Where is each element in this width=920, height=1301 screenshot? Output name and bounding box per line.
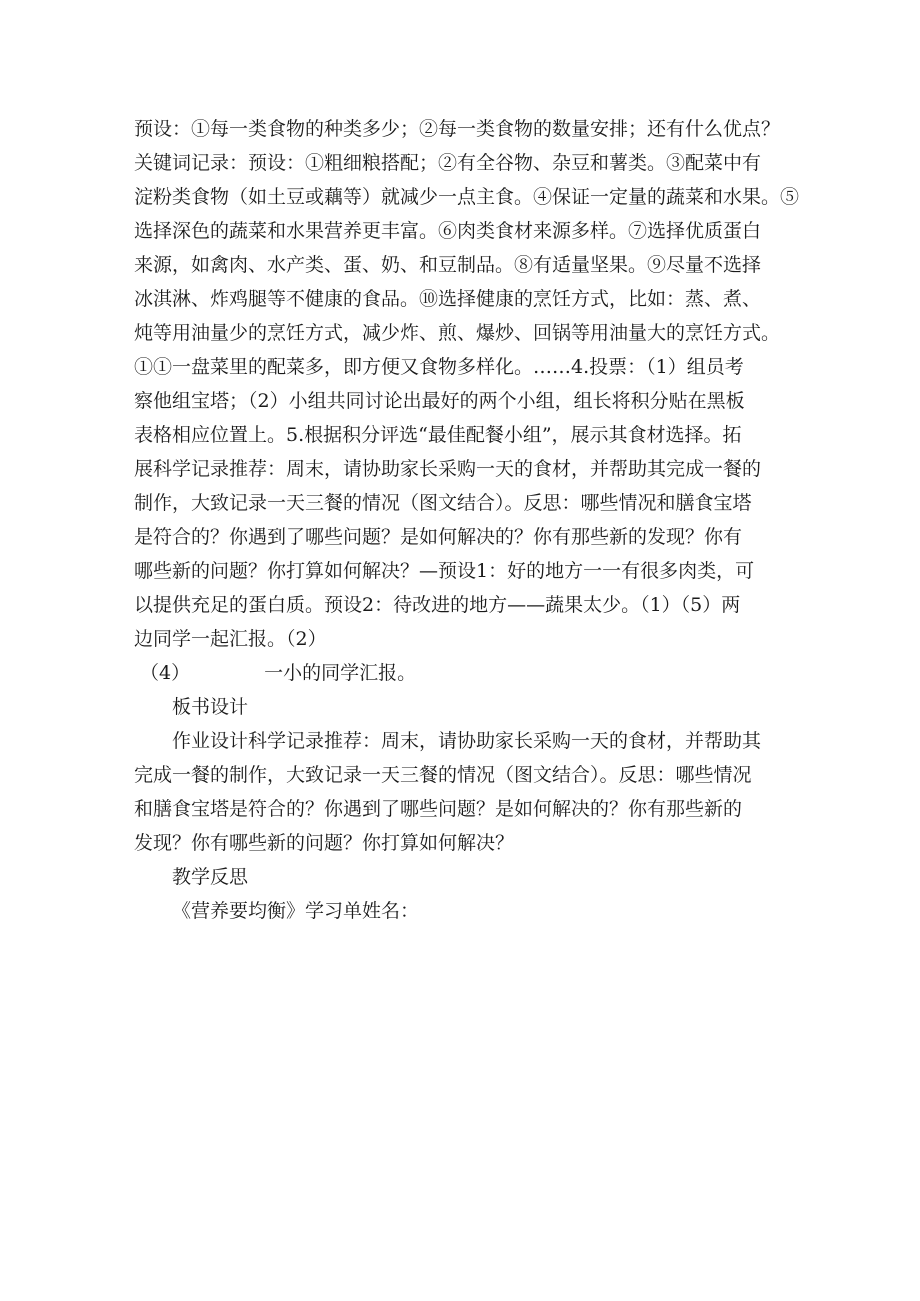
paragraph-line: 淀粉类食物（如土豆或藕等）就减少一点主食。④保证一定量的蔬菜和水果。⑤ <box>134 186 800 208</box>
paragraph-line: 展科学记录推荐：周末，请协助家长采购一天的食材，并帮助其完成一餐的 <box>134 458 762 480</box>
worksheet-title-line: 《营养要均衡》学习单姓名： <box>172 900 420 922</box>
report-row-4-label: （4） <box>140 662 191 684</box>
paragraph-line: 预设：①每一类食物的种类多少；②每一类食物的数量安排；还有什么优点？ <box>134 118 781 140</box>
homework-line: 和膳食宝塔是符合的？你遇到了哪些问题？是如何解决的？你有那些新的 <box>134 798 743 820</box>
teaching-reflection-heading: 教学反思 <box>172 866 249 888</box>
paragraph-line: 表格相应位置上。5.根据积分评选“最佳配餐小组”，展示其食材选择。拓 <box>134 424 742 446</box>
homework-line: 完成一餐的制作，大致记录一天三餐的情况（图文结合）。反思：哪些情况 <box>134 764 752 786</box>
paragraph-line: ①①一盘菜里的配菜多，即方便又食物多样化。……4.投票：（1）组员考 <box>134 356 744 378</box>
report-row-4-text: 一小的同学汇报。 <box>264 662 417 684</box>
homework-line: 作业设计科学记录推荐：周末，请协助家长采购一天的食材，并帮助其 <box>172 730 762 752</box>
paragraph-line: 哪些新的问题？你打算如何解决？—预设1：好的地方一一有很多肉类，可 <box>134 560 755 582</box>
board-design-heading: 板书设计 <box>172 696 249 718</box>
homework-paragraph <box>134 724 800 860</box>
paragraph-line: 制作，大致记录一天三餐的情况（图文结合）。反思：哪些情况和膳食宝塔 <box>134 492 752 514</box>
main-paragraph <box>134 112 800 656</box>
paragraph-line: 炖等用油量少的烹饪方式，减少炸、煎、爆炒、回锅等用油量大的烹饪方式。 <box>134 322 781 344</box>
paragraph-line: 来源，如禽肉、水产类、蛋、奶、和豆制品。⑧有适量坚果。⑨尽量不选择 <box>134 254 762 276</box>
report-row-4 <box>134 656 800 690</box>
paragraph-line: 是符合的？你遇到了哪些问题？是如何解决的？你有那些新的发现？你有 <box>134 526 743 548</box>
paragraph-line: 以提供充足的蛋白质。预设2：待改进的地方——蔬果太少。（1）（5）两 <box>134 594 741 616</box>
paragraph-line: 察他组宝塔；（2）小组共同讨论出最好的两个小组，组长将积分贴在黑板 <box>134 390 745 412</box>
paragraph-line: 选择深色的蔬菜和水果营养更丰富。⑥肉类食材来源多样。⑦选择优质蛋白 <box>134 220 762 242</box>
paragraph-line: 关键词记录：预设：①粗细粮搭配；②有全谷物、杂豆和薯类。③配菜中有 <box>134 152 762 174</box>
document-body <box>134 112 800 928</box>
homework-line: 发现？你有哪些新的问题？你打算如何解决？ <box>134 832 515 854</box>
paragraph-line: 边同学一起汇报。（2） <box>134 628 327 650</box>
paragraph-line: 冰淇淋、炸鸡腿等不健康的食品。⑩选择健康的烹饪方式，比如：蒸、煮、 <box>134 288 762 310</box>
